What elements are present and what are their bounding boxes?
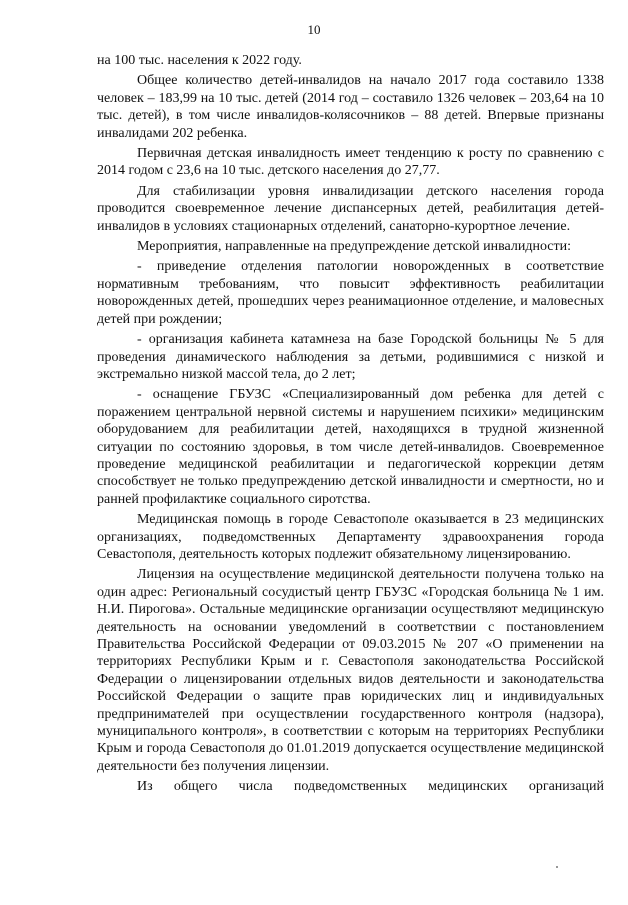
paragraph-medical-organizations: Медицинская помощь в городе Севастополе оказывается в 23 медицинских организациях, подведомственных Департаменту здравоохранения города Севастополя, деятельность которых подлежит обязательному лицензированию. [97, 512, 604, 562]
scan-speck [556, 866, 558, 868]
paragraph-primary-disability: Первичная детская инвалидность имеет тенденцию к росту по сравнению с 2014 годом с 23,6 на 10 тыс. детского населения до 27,77. [97, 146, 604, 179]
paragraph-stabilization: Для стабилизации уровня инвалидизации детского населения города проводится своевременное лечение диспансерных детей, реабилитация детей-инвалидов в условиях стационарных отделений, санаторно-курортное лечение. [97, 183, 604, 234]
paragraph-trailing: Из общего числа подведомственных медицинских организаций [137, 779, 604, 795]
list-item-childrens-home-equipment: - оснащение ГБУЗС «Специализированный дом ребенка для детей с поражением центральной нервной системы и нарушением психики» медицинским оборудованием для реабилитации детей, находящихся в трудной жизненной ситуации по состоянию здоровья, в том числе детей-инвалидов. Своевременное проведение медицинской реабилитации и педагогической коррекции детям способствует не только предупреждению детской инвалидности и смертности, но и ранней профилактике социального сиротства. [97, 387, 604, 507]
paragraph-measures-intro: Мероприятия, направленные на предупреждение детской инвалидности: [137, 239, 571, 255]
paragraph-continuation: на 100 тыс. населения к 2022 году. [97, 53, 302, 68]
paragraph-license: Лицензия на осуществление медицинской деятельности получена только на один адрес: Региональный сосудистый центр ГБУЗС «Городская больница № 1 им. Н.И. Пирогова». Остальные медицинские организации осуществляют медицинскую деятельность на основании уведомлений в соответствии с постановлением Правительства Российской Федерации от 09.03.2015 № 207 «О применении на территориях Республики Крым и г. Севастополя законодательства Российской Федерации о лицензировании отдельных видов деятельности и законодательства Российской Федерации о защите прав юридических лиц и индивидуальных предпринимателей при осуществлении государственного контроля (надзора), муниципального контроля», в соответствии с которым на территориях Республики Крым и города Севастополя до 01.01.2019 допускается осуществление медицинской деятельности без получения лицензии. [97, 567, 604, 774]
list-item-neonatal-department: - приведение отделения патологии новорожденных в соответствие нормативным требованиям, что повысит эффективность реабилитации новорожденных детей, прошедших через реанимационное отделение, и маловесных детей при рождении; [97, 259, 604, 327]
list-item-catamnesis-office: - организация кабинета катамнеза на базе Городской больницы № 5 для проведения динамического наблюдения за детьми, родившимися с низкой и экстремально низкой массой тела, до 2 лет; [97, 332, 604, 382]
page-number: 10 [307, 22, 321, 37]
document-body [97, 52, 604, 799]
paragraph-disabled-children-count: Общее количество детей-инвалидов на начало 2017 года составило 1338 человек – 183,99 на 10 тыс. детей (2014 год – составило 1326 человек – 203,64 на 10 тыс. детей), в том числе инвалидов-колясочников – 88 детей. Впервые признаны инвалидами 202 ребенка. [97, 73, 604, 141]
